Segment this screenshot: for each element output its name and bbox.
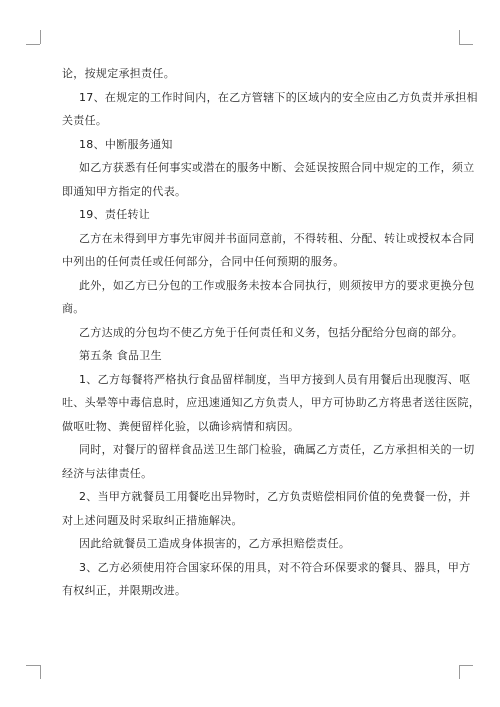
text-line: 有权纠正，并限期改进。 — [62, 584, 187, 597]
text-line: 如乙方获悉有任何事实或潜在的服务中断、会延误按照合同中规定的工作，须立 — [79, 161, 475, 174]
text-line: 因此给就餐员工造成身体损害的，乙方承担赔偿责任。 — [79, 537, 351, 550]
text-line: 即通知甲方指定的代表。 — [62, 184, 187, 198]
text-line: 17、在规定的工作时间内，在乙方管辖下的区域内的安全应由乙方负责并承担相 — [79, 90, 478, 104]
text-line: 1、乙方每餐将严格执行食品留样制度，当甲方接到人员有用餐后出现腹泻、呕 — [79, 372, 471, 386]
text-line: 此外，如乙方已分包的工作或服务未按本合同执行，则须按甲方的要求更换分包 — [79, 278, 475, 292]
text-line: 关责任。 — [62, 114, 108, 127]
text-line: 中列出的任何责任或任何部分，合同中任何预期的服务。 — [62, 255, 345, 268]
text-line: 做呕吐物、粪便留样化验，以确诊病情和病因。 — [62, 419, 300, 433]
article-heading: 第五条 食品卫生 — [79, 349, 162, 362]
section-heading: 18、中断服务通知 — [79, 137, 173, 151]
text-line: 2、当甲方就餐员工用餐吃出异物时，乙方负责赔偿相同价值的免费餐一份，并 — [79, 490, 471, 503]
text-line: 同时，对餐厅的留样食品送卫生部门检验，确属乙方责任，乙方承担相关的一切 — [79, 443, 475, 456]
document-body — [62, 62, 481, 603]
text-line: 3、乙方必须使用符合国家环保的用具，对不符合环保要求的餐具、器具，甲方 — [79, 560, 471, 574]
text-line: 乙方达成的分包均不使乙方免于任何责任和义务，包括分配给分包商的部分。 — [79, 325, 464, 339]
text-line: 吐、头晕等中毒信息时，应迅速通知乙方负责人，甲方可协助乙方将患者送往医院， — [62, 396, 481, 409]
section-heading: 19、责任转让 — [79, 208, 151, 221]
text-line: 论，按规定承担责任。 — [62, 67, 175, 80]
text-line: 乙方在未得到甲方事先审阅并书面同意前，不得转租、分配、转让或授权本合同 — [79, 231, 475, 245]
text-line: 经济与法律责任。 — [62, 466, 153, 480]
text-line: 对上述问题及时采取纠正措施解决。 — [62, 513, 243, 527]
text-line: 商。 — [62, 302, 85, 315]
